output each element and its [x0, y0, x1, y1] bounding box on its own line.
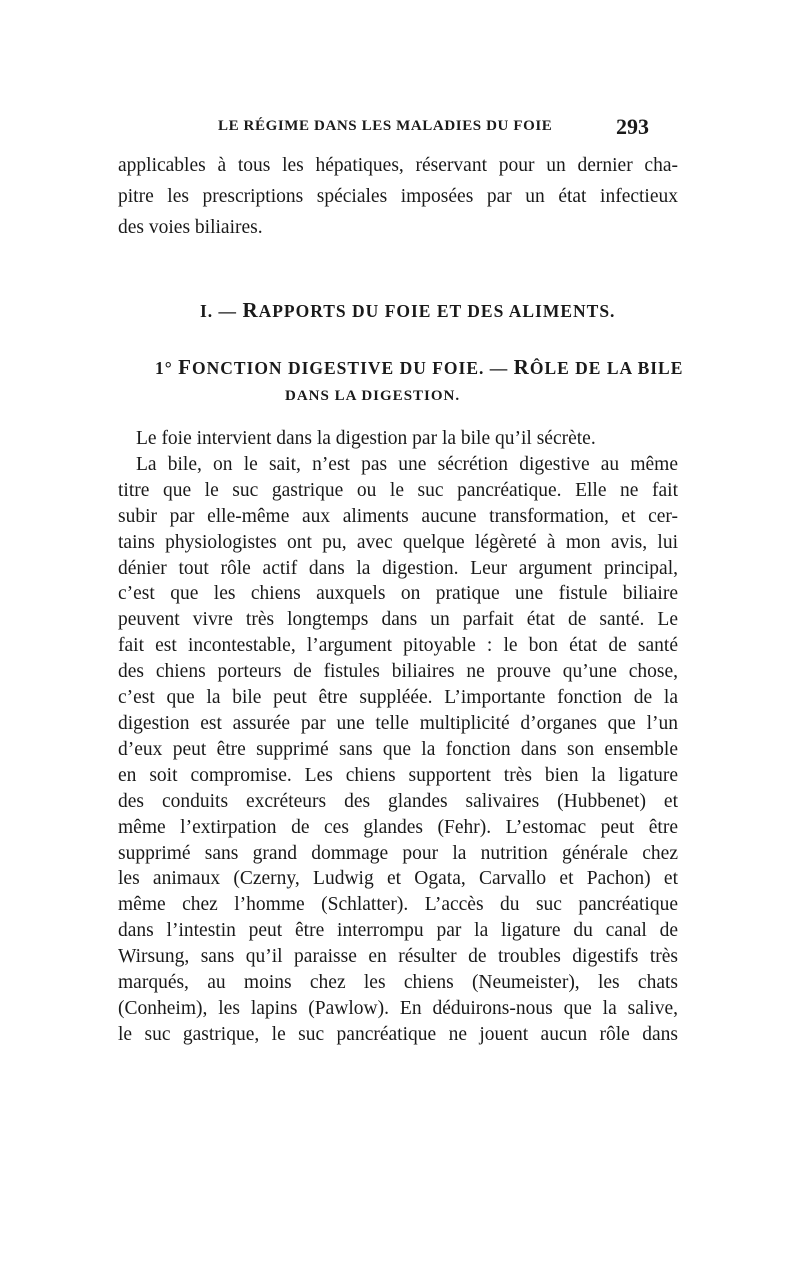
body-line: dans l’intestin peut être interrompu par la ligature du canal de [118, 920, 678, 942]
body-line: (Conheim), les lapins (Pawlow). En déduirons-nous que la salive, [118, 997, 678, 1019]
section-title-initial: R [242, 298, 259, 322]
body-line: supprimé sans grand dommage pour la nutrition générale chez [118, 842, 678, 864]
running-head [0, 114, 800, 144]
body-line: Le foie intervient dans la digestion par la bile qu’il sécrète. [136, 428, 596, 449]
body-line: le suc gastrique, le suc pancréatique ne jouent aucun rôle dans [118, 1023, 678, 1045]
body-line: digestion est assurée par une telle multiplicité d’organes que l’un [118, 712, 678, 734]
body-line: fait est incontestable, l’argument pitoyable : le bon état de santé [118, 635, 678, 657]
body-line: tains physiologistes ont pu, avec quelque légèreté à mon avis, lui [118, 531, 678, 553]
subsection-part1-initial: F [178, 355, 192, 379]
body-line: c’est que la bile peut être suppléée. L’importante fonction de la [118, 687, 678, 709]
section-heading [200, 298, 640, 323]
carryover-line: pitre les prescriptions spéciales imposées par un état infectieux [118, 186, 678, 207]
carryover-line: des voies biliaires. [118, 217, 263, 238]
body-line: même chez l’homme (Schlatter). L’accès du suc pancréatique [118, 894, 678, 916]
page-number: 293 [616, 114, 649, 139]
body-paragraph [118, 426, 678, 1048]
body-line: marqués, au moins chez les chiens (Neumeister), les chats [118, 972, 678, 994]
running-title: LE RÉGIME DANS LES MALADIES DU FOIE [218, 118, 553, 134]
subsection-part2-initial: R [513, 355, 530, 379]
body-line: titre que le suc gastrique ou le suc pancréatique. Elle ne fait [118, 479, 678, 501]
section-numeral: I. — [200, 301, 238, 321]
body-line: c’est que les chiens auxquels on pratique une fistule biliaire [118, 583, 678, 605]
body-line: Wirsung, sans qu’il paraisse en résulter de troubles digestifs très [118, 946, 678, 968]
body-line: subir par elle-même aux aliments aucune transformation, et cer- [118, 505, 678, 527]
body-line: dénier tout rôle actif dans la digestion. Leur argument principal, [118, 557, 678, 579]
subsection-part1-rest: ONCTION DIGESTIVE DU FOIE. — [191, 358, 509, 378]
body-line: des chiens porteurs de fistules biliaires ne prouve qu’une chose, [118, 661, 678, 683]
body-line: d’eux peut être supprimé sans que la fonction dans son ensemble [118, 738, 678, 760]
body-line: peuvent vivre très longtemps dans un parfait état de santé. Le [118, 609, 678, 631]
body-line: même l’extirpation de ces glandes (Fehr). L’estomac peut être [118, 816, 678, 838]
subsection-heading-line2: DANS LA DIGESTION. [285, 388, 461, 404]
body-line: des conduits excréteurs des glandes salivaires (Hubbenet) et [118, 790, 678, 812]
carryover-line: applicables à tous les hépatiques, réservant pour un dernier cha- [118, 155, 678, 176]
body-line: les animaux (Czerny, Ludwig et Ogata, Carvallo et Pachon) et [118, 868, 678, 890]
subsection-number: 1° [155, 358, 173, 378]
section-title-rest: APPORTS DU FOIE ET DES ALIMENTS. [258, 301, 616, 321]
subsection-part2-rest: ÔLE DE LA BILE [529, 358, 684, 378]
body-line: en soit compromise. Les chiens supportent très bien la ligature [118, 764, 678, 786]
subsection-heading [155, 355, 684, 380]
carryover-paragraph [118, 150, 678, 243]
body-line: La bile, on le sait, n’est pas une sécrétion digestive au même [136, 453, 678, 475]
